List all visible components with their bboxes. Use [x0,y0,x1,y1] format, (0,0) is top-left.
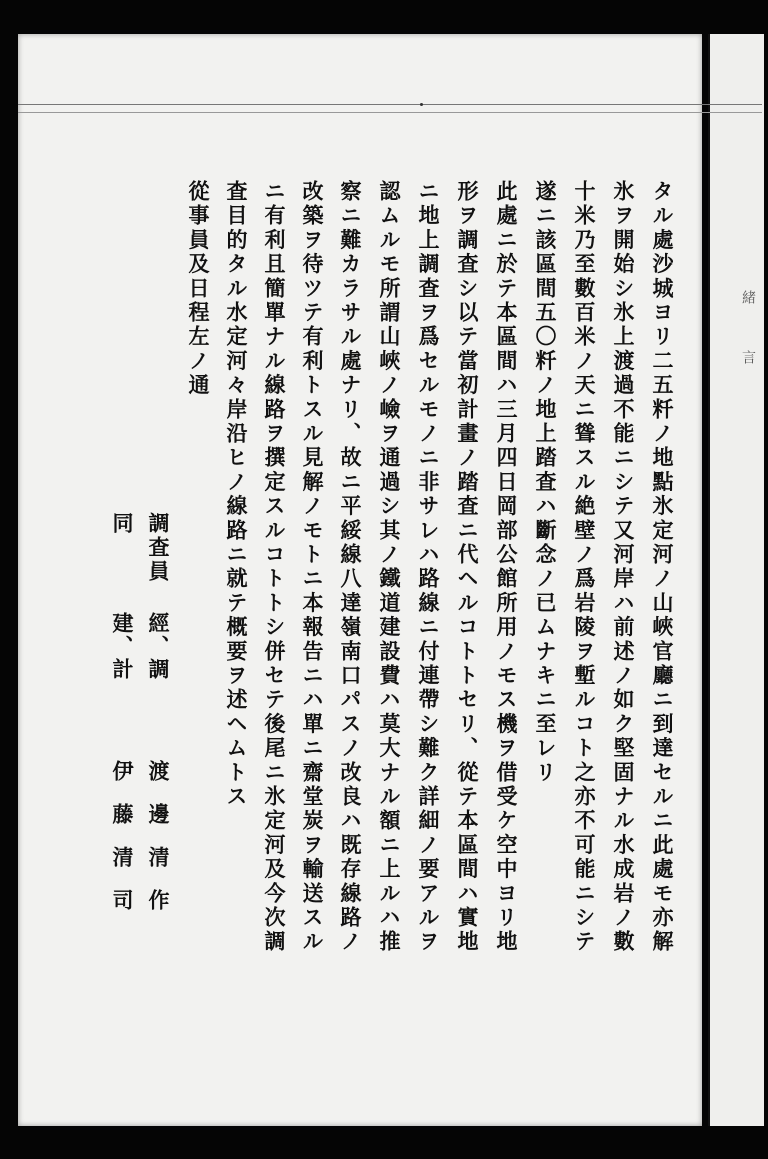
edge-mark: 緒 [740,290,756,304]
signature-title: 同 [110,512,135,533]
text-column: ニ地上調査ヲ爲セルモノニ非サレハ路線ニ付連帶シ難ク詳細ノ要アルヲ [416,180,441,955]
text-column: 改築ヲ待ツテ有利トスル見解ノモトニ本報告ニハ單ニ齋堂炭ヲ輸送スル [300,180,325,955]
text-column: 十米乃至數百米ノ天ニ聳スル絶壁ノ爲岩陵ヲ塹ルコト之亦不可能ニシテ [572,180,597,955]
text-column: 此處ニ於テ本區間ハ三月四日岡部公館所用ノモス機ヲ借受ケ空中ヨリ地 [494,180,519,955]
header-rule [18,104,762,105]
page-dot [420,103,423,106]
text-column: 認ムルモ所謂山峽ノ嶮ヲ通過シ其ノ鐵道建設費ハ莫大ナル額ニ上ルハ推 [377,180,402,955]
text-column: タル處沙城ヨリ二五粁ノ地點氷定河ノ山峽官廳ニ到達セルニ此處モ亦解 [650,180,675,955]
text-column: 從事員及日程左ノ通 [186,180,211,398]
text-column: 氷ヲ開始シ氷上渡過不能ニシテ又河岸ハ前述ノ如ク堅固ナル水成岩ノ數 [611,180,636,955]
text-column: ニ有利且簡單ナル線路ヲ撰定スルコトトシ併セテ後尾ニ氷定河及今次調 [262,180,287,955]
text-column: 察ニ難カラサル處ナリ、故ニ平綏線八達嶺南口パスノ改良ハ既存線路ノ [338,180,363,955]
text-column: 査目的タル水定河々岸沿ヒノ線路ニ就テ概要ヲ述ヘムトス [224,180,249,810]
signature-affiliation: 經、調 [146,612,171,681]
signature-name: 伊藤清司 [110,760,135,932]
text-column: 遂ニ該區間五〇粁ノ地上踏査ハ斷念ノ已ムナキニ至レリ [533,180,558,785]
signature-name: 渡邊清作 [146,760,171,932]
header-rule-lower [18,112,762,113]
signature-title: 調査員 [146,512,171,584]
edge-mark: 言 [740,350,756,364]
page-right-edge [708,34,764,1126]
signature-affiliation: 建、計 [110,612,135,681]
text-column: 形ヲ調査シ以テ當初計畫ノ踏査ニ代ヘルコトトセリ、從テ本區間ハ實地 [455,180,480,955]
